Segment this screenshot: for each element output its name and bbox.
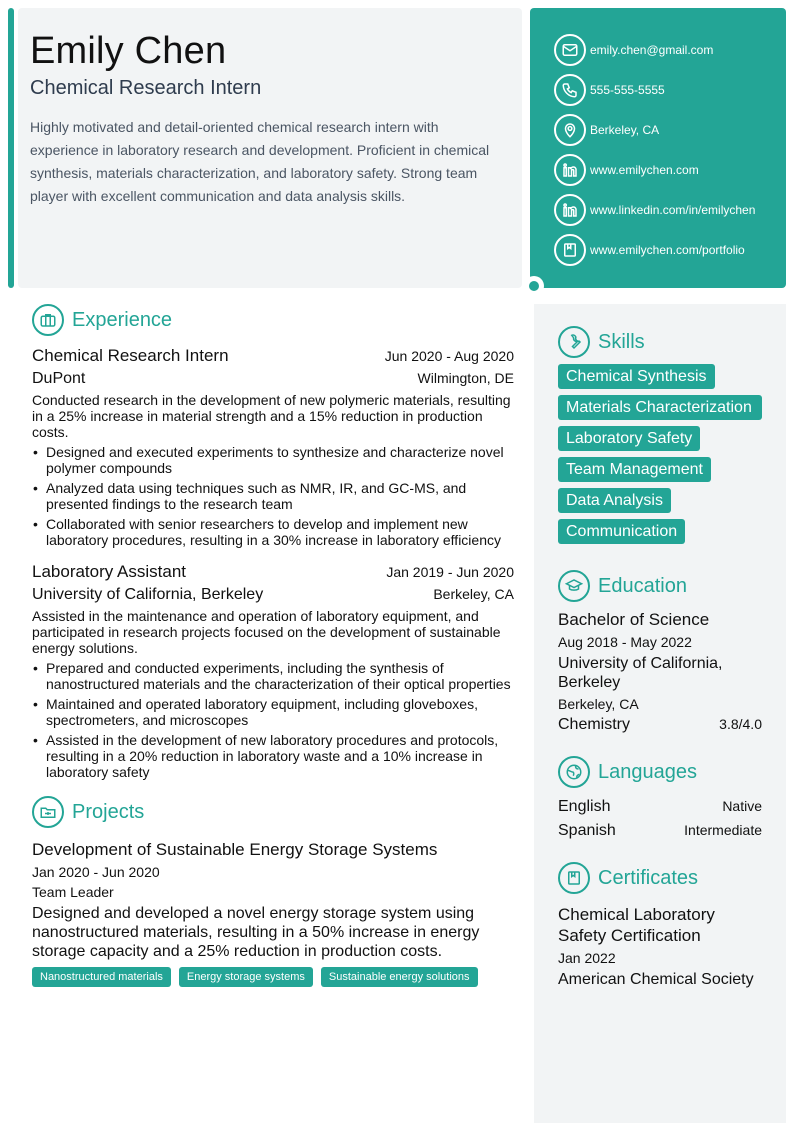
bullet-item: • Assisted in the development of new laboratory procedures and protocols, resulting in a 20% reduction in laboratory waste and a 10% increase in laboratory safety: [32, 732, 514, 780]
certificate-book-icon: [558, 862, 590, 894]
job-title: Laboratory Assistant: [32, 562, 187, 581]
contact-email-text: emily.chen@gmail.com: [590, 43, 714, 57]
candidate-role: Chemical Research Intern: [30, 77, 262, 99]
experience-heading: [32, 304, 514, 336]
main-column: [32, 304, 514, 987]
skill-chip: Materials Characterization: [558, 395, 762, 420]
job-date: Jun 2020 - Aug 2020: [384, 348, 514, 364]
contact-email[interactable]: [554, 30, 786, 70]
linkedin-icon: [554, 154, 586, 186]
project-folder-icon: [32, 796, 64, 828]
job-bullets: [32, 660, 514, 780]
skill-chip: Data Analysis: [558, 488, 671, 513]
contact-location: [554, 110, 786, 150]
contact-website-text: www.emilychen.com: [590, 163, 699, 177]
wrench-icon: [558, 326, 590, 358]
job-bullets: [32, 444, 514, 548]
candidate-name: Emily Chen: [30, 30, 227, 72]
education-heading: [558, 570, 762, 602]
skill-chip: Team Management: [558, 457, 711, 482]
contact-website[interactable]: [554, 150, 786, 190]
project-item: [32, 840, 514, 987]
language-row: [558, 822, 762, 840]
graduation-cap-icon: [558, 570, 590, 602]
contact-linkedin[interactable]: [554, 190, 786, 230]
project-tag: Nanostructured materials: [32, 967, 171, 987]
language-level: Intermediate: [684, 822, 762, 838]
skills-title: Skills: [598, 330, 645, 353]
skills-list: [558, 364, 762, 550]
languages-heading: [558, 756, 762, 788]
language-name: Spanish: [558, 822, 616, 839]
job-location: Wilmington, DE: [417, 370, 514, 386]
job-location: Berkeley, CA: [433, 586, 514, 602]
education-field: Chemistry: [558, 716, 631, 733]
portfolio-icon: [554, 234, 586, 266]
experience-item: [32, 562, 514, 780]
phone-icon: [554, 74, 586, 106]
languages-title: Languages: [598, 760, 697, 783]
globe-icon: [558, 756, 590, 788]
bullet-item: • Maintained and operated laboratory equipment, including gloveboxes, spectrometers, and microscopes: [32, 696, 514, 728]
job-description: Conducted research in the development of new polymeric materials, resulting in a 25% increase in material strength and a 15% reduction in production costs.: [32, 392, 511, 440]
location-pin-icon: [554, 114, 586, 146]
skill-chip: Communication: [558, 519, 685, 544]
contact-linkedin-text: www.linkedin.com/in/emilychen: [590, 203, 756, 217]
language-level: Native: [722, 798, 762, 814]
project-description: Designed and developed a novel energy storage system using nanostructured materials, resulting in a 50% increase in energy storage capacity and a 25% reduction in production costs.: [32, 905, 480, 960]
accent-bar: [8, 8, 14, 288]
certificate-title: Chemical Laboratory Safety Certification: [558, 905, 715, 945]
header-summary-panel: [18, 8, 522, 288]
bullet-item: • Designed and executed experiments to synthesize and characterize novel polymer compounds: [32, 444, 514, 476]
linkedin-icon: [554, 194, 586, 226]
skill-chip: Chemical Synthesis: [558, 364, 715, 389]
job-date: Jan 2019 - Jun 2020: [386, 564, 514, 580]
project-tags: [32, 967, 514, 987]
certificate-date: Jan 2022: [558, 950, 616, 966]
certificates-heading: [558, 862, 762, 894]
project-tag: Energy storage systems: [179, 967, 313, 987]
education-title: Education: [598, 574, 687, 597]
job-title: Chemical Research Intern: [32, 346, 229, 365]
sidebar-column: [534, 304, 786, 1123]
skills-heading: [558, 326, 762, 358]
contact-portfolio-text: www.emilychen.com/portfolio: [590, 243, 745, 257]
language-name: English: [558, 798, 611, 815]
contact-phone[interactable]: [554, 70, 786, 110]
job-description: Assisted in the maintenance and operation of laboratory equipment, and participated in research projects focused on the development of sustainable energy solutions.: [32, 608, 501, 656]
briefcase-icon: [32, 304, 64, 336]
bullet-item: • Analyzed data using techniques such as NMR, IR, and GC-MS, and presented findings to the research team: [32, 480, 514, 512]
certificates-title: Certificates: [598, 866, 699, 889]
education-degree: Bachelor of Science: [558, 610, 710, 629]
language-row: [558, 798, 762, 816]
projects-title: Projects: [72, 800, 145, 823]
education-gpa: 3.8/4.0: [719, 716, 762, 732]
experience-item: [32, 346, 514, 548]
bullet-item: • Prepared and conducted experiments, including the synthesis of nanostructured materials and the characterization of their optical properties: [32, 660, 514, 692]
contact-phone-text: 555-555-5555: [590, 83, 665, 97]
contact-location-text: Berkeley, CA: [590, 123, 660, 137]
experience-title: Experience: [72, 308, 173, 331]
project-role: Team Leader: [32, 884, 114, 900]
email-icon: [554, 34, 586, 66]
summary-text: Highly motivated and detail-oriented chemical research intern with experience in laboratory research and development. Proficient in chemical synthesis, materials characterization, and laboratory safety. Strong team player with excellent communication and data analysis skills.: [30, 119, 490, 204]
divider-dot: [529, 281, 539, 291]
skill-chip: Laboratory Safety: [558, 426, 700, 451]
project-title: Development of Sustainable Energy Storage Systems: [32, 840, 438, 859]
contact-panel: [530, 8, 786, 288]
bullet-item: • Collaborated with senior researchers to develop and implement new laboratory procedures, resulting in a 30% increase in laboratory efficiency: [32, 516, 514, 548]
education-school: University of California, Berkeley: [558, 655, 723, 691]
education-date: Aug 2018 - May 2022: [558, 634, 692, 650]
contact-portfolio[interactable]: [554, 230, 786, 270]
projects-heading: [32, 796, 514, 828]
project-date: Jan 2020 - Jun 2020: [32, 864, 160, 880]
project-tag: Sustainable energy solutions: [321, 967, 478, 987]
job-company: DuPont: [32, 370, 86, 387]
education-location: Berkeley, CA: [558, 696, 639, 712]
job-company: University of California, Berkeley: [32, 586, 264, 603]
certificate-issuer: American Chemical Society: [558, 971, 754, 988]
